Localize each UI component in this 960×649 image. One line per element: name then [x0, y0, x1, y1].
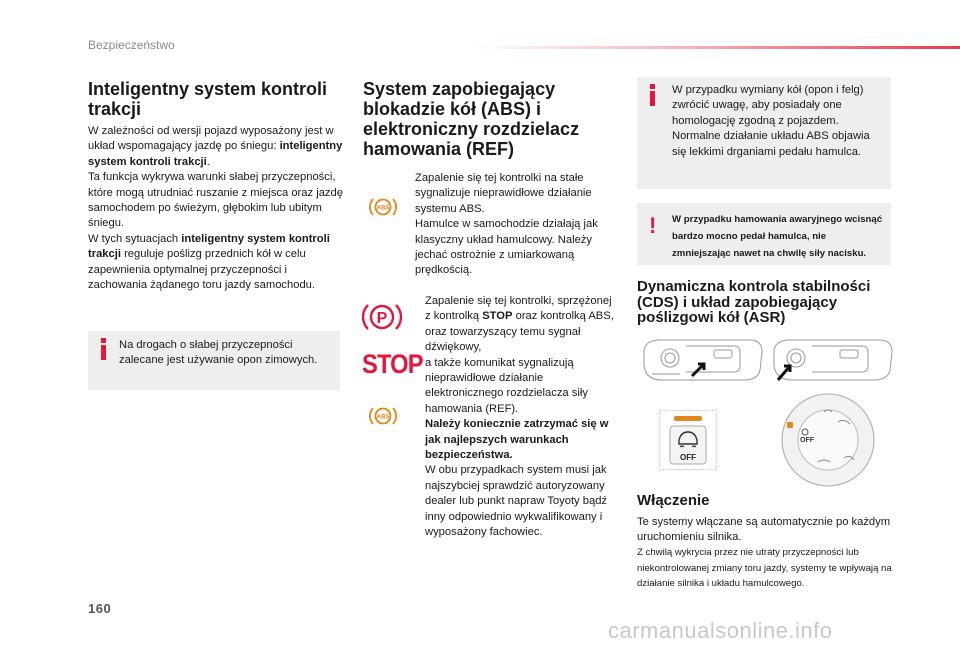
- stop-warning-icon: STOP: [362, 349, 423, 379]
- svg-text:ABS: ABS: [376, 414, 390, 421]
- header-accent-line: [470, 46, 960, 49]
- activation-text-small: Z chwilą wykrycia przez nie utraty przyczepności lub niekontrolowanej zmiany toru jazdy, systemy te wpływają na działanie silnika i układu hamulcowego.: [637, 547, 892, 589]
- info-icon: [99, 338, 109, 360]
- watermark: carmanualsonline.info: [608, 618, 833, 643]
- warning-icon: !: [649, 213, 657, 238]
- title-cds-asr: Dynamiczna kontrola stabilności (CDS) i układ zapobiegający poślizgowi kół (ASR): [637, 278, 871, 326]
- abs-warning-icon: [366, 196, 400, 218]
- title-traction-control: Inteligentny system kontroli trakcji: [88, 79, 328, 119]
- abs-warning-icon-2: [366, 405, 400, 427]
- warning-text-emergency-braking: W przypadku hamowania awaryjnego wcisnąć bardzo mocno pedał hamulca, nie zmniejszając nawet na chwilę siły nacisku.: [672, 214, 883, 259]
- info-text-winter-tyres: Na drogach o słabej przyczepności zalecane jest używanie opon zimowych.: [119, 339, 318, 367]
- info-text-wheel-replacement: W przypadku wymiany kół (opon i felg) zwrócić uwagę, aby posiadały one homologację zgodną z pojazdem. Normalne działanie układu ABS objawia się lekkimi drganiami pedału hamulca.: [672, 84, 870, 158]
- traction-control-text: W zależności od wersji pojazd wyposażony jest w układ wspomagający jazdę po śniegu: inteligentny system kontroli trakcji. Ta funkcja wykrywa warunki słabej przyczepności, które mogą utrudniać ruszanie z miejsca oraz jazdę samochodem po świeżym, głębokim lub ubitym śniegu. W tych sytuacjach inteligentny system kontroli trakcji reguluje poślizg przednich kół w celu zapewnienia optymalnej przyczepności i zachowania żądanego toru jazdy samochodu.: [88, 125, 343, 292]
- info-icon: [648, 84, 658, 106]
- svg-text:OFF: OFF: [800, 437, 814, 444]
- abs-warning-text: Zapalenie się tej kontrolki na stałe sygnalizuje nieprawidłowe działanie systemu ABS. Hamulce w samochodzie działają jak klasyczny układ hamulcowy. Należy jechać ostrożnie z umiarkowaną prędkością.: [415, 172, 598, 277]
- section-label: Bezpieczeństwo: [88, 38, 175, 52]
- esp-off-button[interactable]: [659, 410, 717, 470]
- svg-text:OFF: OFF: [680, 453, 696, 462]
- drive-mode-dial[interactable]: [778, 392, 878, 488]
- svg-text:ABS: ABS: [376, 205, 390, 212]
- svg-text:P: P: [376, 310, 388, 327]
- title-abs-ref: System zapobiegający blokadzie kół (ABS) i elektroniczny rozdzielacz hamowania (REF): [363, 79, 580, 159]
- ref-warning-text: Zapalenie się tej kontrolki, sprzężonej z kontrolką STOP oraz kontrolką ABS, oraz towarzyszący temu sygnał dźwiękowy, a także komunikat sygnalizują nieprawidłowe działanie elektronicznego rozdzielacza siły hamowania (REF). Należy koniecznie zatrzymać się w jak najlepszych warunkach bezpieczeństwa. W obu przypadkach system musi jak najszybciej sprawdzić autoryzowany dealer lub punkt napraw Toyoty bądź inny odpowiednio wykwalifikowany i wyposażony fachowiec.: [425, 295, 614, 539]
- parking-brake-warning-icon: [362, 300, 402, 334]
- dashboard-location-illustration: [640, 336, 895, 384]
- activation-text: Te systemy włączane są automatycznie po każdym uruchomieniu silnika.: [637, 516, 891, 544]
- page-number: 160: [88, 601, 112, 616]
- subtitle-activation: Włączenie: [637, 492, 710, 509]
